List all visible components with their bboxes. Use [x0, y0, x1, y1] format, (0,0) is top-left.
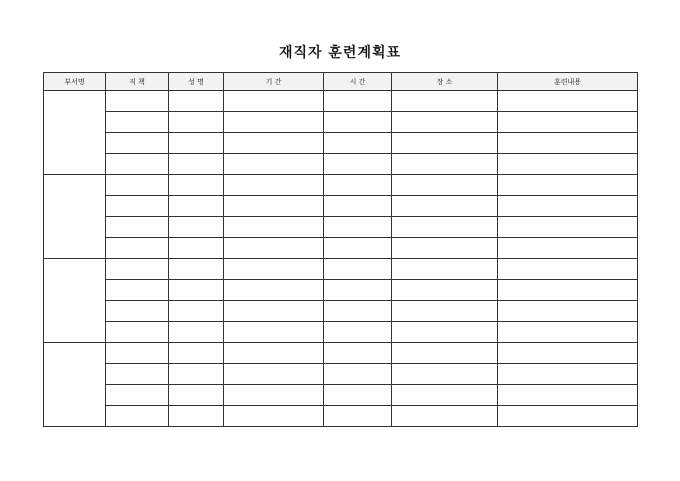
position-cell[interactable] [106, 91, 169, 112]
name-cell[interactable] [169, 133, 224, 154]
place-cell[interactable] [392, 112, 498, 133]
name-cell[interactable] [169, 364, 224, 385]
period-cell[interactable] [224, 217, 324, 238]
time-cell[interactable] [324, 91, 392, 112]
content-cell[interactable] [498, 406, 638, 427]
name-cell[interactable] [169, 301, 224, 322]
place-cell[interactable] [392, 238, 498, 259]
position-cell[interactable] [106, 364, 169, 385]
table-row [44, 364, 638, 385]
department-cell[interactable] [44, 175, 106, 259]
position-cell[interactable] [106, 406, 169, 427]
content-cell[interactable] [498, 112, 638, 133]
name-cell[interactable] [169, 112, 224, 133]
content-cell[interactable] [498, 364, 638, 385]
period-cell[interactable] [224, 280, 324, 301]
place-cell[interactable] [392, 343, 498, 364]
content-cell[interactable] [498, 301, 638, 322]
place-cell[interactable] [392, 175, 498, 196]
table-row [44, 133, 638, 154]
time-cell[interactable] [324, 238, 392, 259]
period-cell[interactable] [224, 406, 324, 427]
content-cell[interactable] [498, 175, 638, 196]
name-cell[interactable] [169, 322, 224, 343]
period-cell[interactable] [224, 259, 324, 280]
period-cell[interactable] [224, 175, 324, 196]
name-cell[interactable] [169, 175, 224, 196]
position-cell[interactable] [106, 322, 169, 343]
time-cell[interactable] [324, 175, 392, 196]
document-title: 재직자 훈련계획표 [278, 45, 402, 61]
place-cell[interactable] [392, 280, 498, 301]
place-cell[interactable] [392, 259, 498, 280]
content-cell[interactable] [498, 259, 638, 280]
header-name: 성 명 [169, 73, 224, 91]
time-cell[interactable] [324, 385, 392, 406]
name-cell[interactable] [169, 385, 224, 406]
name-cell[interactable] [169, 196, 224, 217]
place-cell[interactable] [392, 133, 498, 154]
table-row [44, 259, 638, 280]
header-place: 장 소 [392, 73, 498, 91]
content-cell[interactable] [498, 343, 638, 364]
training-plan-table [43, 72, 638, 427]
header-training-content: 훈련내용 [498, 73, 638, 91]
time-cell[interactable] [324, 322, 392, 343]
name-cell[interactable] [169, 343, 224, 364]
time-cell[interactable] [324, 112, 392, 133]
period-cell[interactable] [224, 301, 324, 322]
place-cell[interactable] [392, 196, 498, 217]
time-cell[interactable] [324, 343, 392, 364]
period-cell[interactable] [224, 322, 324, 343]
place-cell[interactable] [392, 217, 498, 238]
position-cell[interactable] [106, 154, 169, 175]
position-cell[interactable] [106, 280, 169, 301]
period-cell[interactable] [224, 238, 324, 259]
time-cell[interactable] [324, 133, 392, 154]
name-cell[interactable] [169, 91, 224, 112]
time-cell[interactable] [324, 280, 392, 301]
table-row [44, 343, 638, 364]
table-row [44, 217, 638, 238]
period-cell[interactable] [224, 91, 324, 112]
table-row [44, 385, 638, 406]
content-cell[interactable] [498, 196, 638, 217]
place-cell[interactable] [392, 322, 498, 343]
header-position: 직 책 [106, 73, 169, 91]
position-cell[interactable] [106, 217, 169, 238]
header-row [44, 73, 638, 91]
table-row [44, 175, 638, 196]
table-row [44, 91, 638, 112]
period-cell[interactable] [224, 385, 324, 406]
content-cell[interactable] [498, 154, 638, 175]
period-cell[interactable] [224, 154, 324, 175]
time-cell[interactable] [324, 406, 392, 427]
position-cell[interactable] [106, 259, 169, 280]
content-cell[interactable] [498, 238, 638, 259]
place-cell[interactable] [392, 406, 498, 427]
table-body [44, 91, 638, 427]
header-time: 시 간 [324, 73, 392, 91]
time-cell[interactable] [324, 259, 392, 280]
content-cell[interactable] [498, 133, 638, 154]
table-row [44, 322, 638, 343]
department-cell[interactable] [44, 343, 106, 427]
period-cell[interactable] [224, 196, 324, 217]
position-cell[interactable] [106, 175, 169, 196]
position-cell[interactable] [106, 238, 169, 259]
table-row [44, 112, 638, 133]
name-cell[interactable] [169, 217, 224, 238]
position-cell[interactable] [106, 112, 169, 133]
content-cell[interactable] [498, 91, 638, 112]
content-cell[interactable] [498, 385, 638, 406]
header-period: 기 간 [224, 73, 324, 91]
name-cell[interactable] [169, 406, 224, 427]
time-cell[interactable] [324, 301, 392, 322]
table-row [44, 406, 638, 427]
position-cell[interactable] [106, 196, 169, 217]
time-cell[interactable] [324, 196, 392, 217]
name-cell[interactable] [169, 238, 224, 259]
place-cell[interactable] [392, 385, 498, 406]
table-row [44, 238, 638, 259]
content-cell[interactable] [498, 280, 638, 301]
period-cell[interactable] [224, 343, 324, 364]
position-cell[interactable] [106, 343, 169, 364]
position-cell[interactable] [106, 301, 169, 322]
period-cell[interactable] [224, 112, 324, 133]
header-department: 부서명 [44, 73, 106, 91]
table-row [44, 301, 638, 322]
place-cell[interactable] [392, 301, 498, 322]
table-row [44, 196, 638, 217]
content-cell[interactable] [498, 322, 638, 343]
period-cell[interactable] [224, 364, 324, 385]
time-cell[interactable] [324, 154, 392, 175]
table-row [44, 154, 638, 175]
place-cell[interactable] [392, 154, 498, 175]
place-cell[interactable] [392, 364, 498, 385]
department-cell[interactable] [44, 91, 106, 175]
place-cell[interactable] [392, 91, 498, 112]
time-cell[interactable] [324, 217, 392, 238]
content-cell[interactable] [498, 217, 638, 238]
period-cell[interactable] [224, 133, 324, 154]
department-cell[interactable] [44, 259, 106, 343]
time-cell[interactable] [324, 364, 392, 385]
name-cell[interactable] [169, 280, 224, 301]
name-cell[interactable] [169, 259, 224, 280]
table-row [44, 280, 638, 301]
position-cell[interactable] [106, 385, 169, 406]
position-cell[interactable] [106, 133, 169, 154]
name-cell[interactable] [169, 154, 224, 175]
